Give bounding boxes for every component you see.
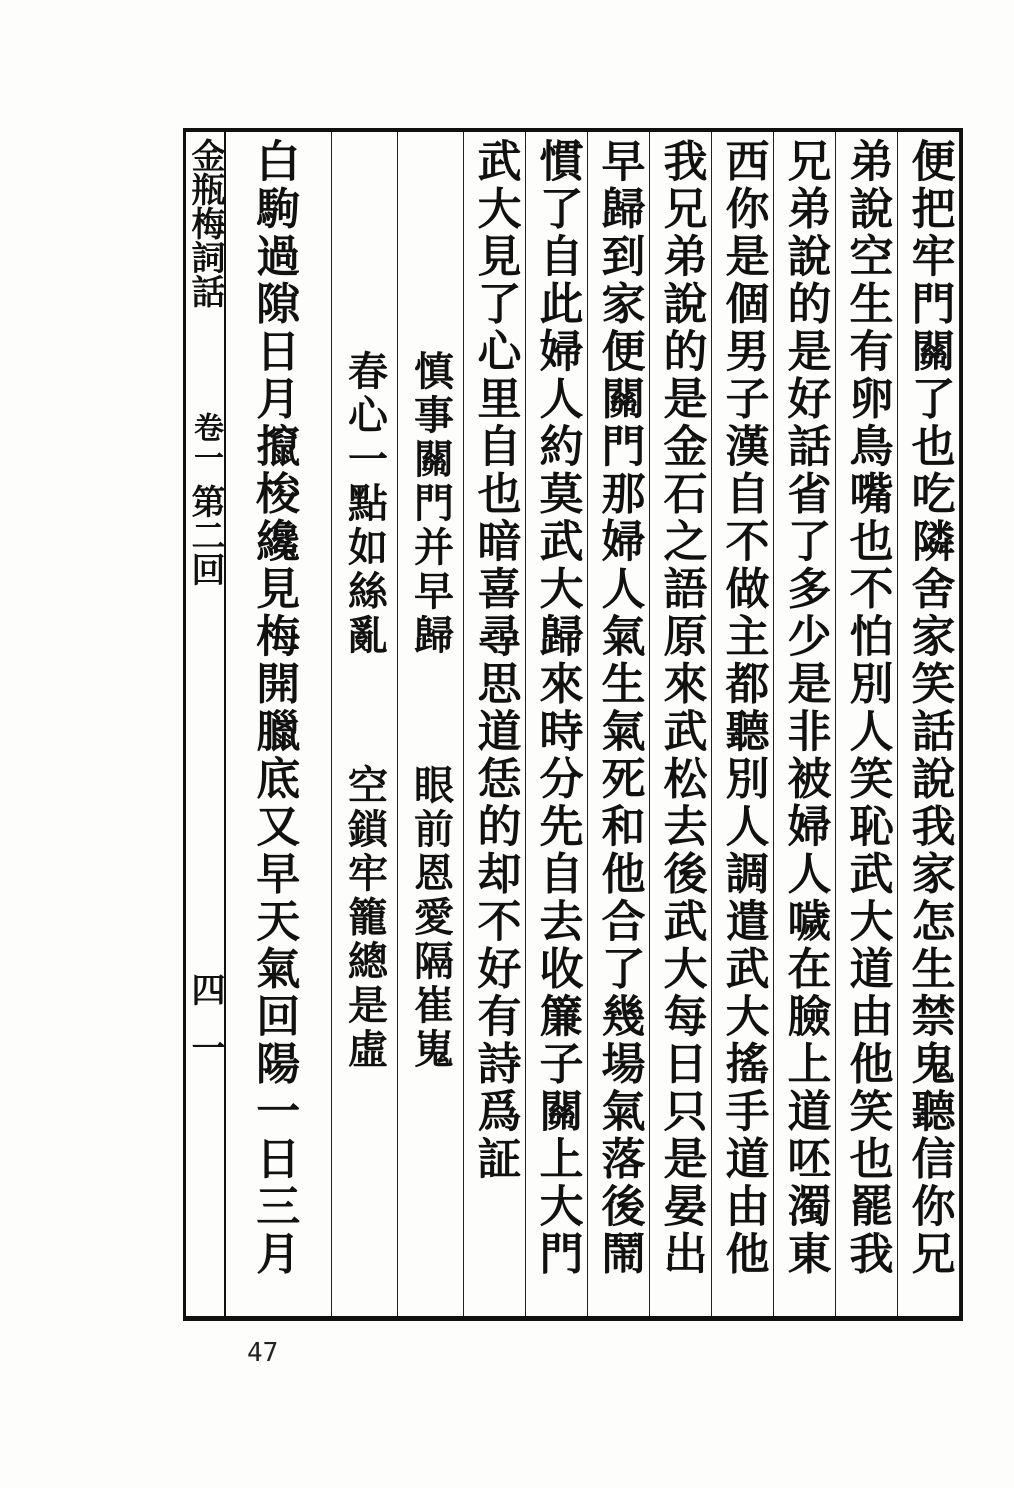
text-column-1 xyxy=(898,132,960,1316)
column-text: 我兄弟說的是金石之語原來武松去後武大每日只是晏出 xyxy=(655,138,707,1278)
column-text: 白駒過隙日月攛梭纔見梅開臘底又早天氣回陽一日三月 xyxy=(248,138,300,1278)
column-text: 武大見了心里自也暗喜尋思道恁的却不好有詩爲証 xyxy=(469,138,521,1183)
column-text: 早歸到家便關門那婦人氣生氣死和他合了幾場氣落後鬧 xyxy=(593,138,645,1278)
margin-column xyxy=(186,132,226,1316)
verse-line-top: 慎事關門并早歸 xyxy=(407,350,455,658)
text-column-4 xyxy=(712,132,774,1316)
page-number: 47 xyxy=(247,1338,279,1368)
text-frame xyxy=(183,128,963,1321)
verse-line-top: 春心一點如絲亂 xyxy=(341,350,389,658)
verse-line-bottom: 眼前恩愛隔崔嵬 xyxy=(407,764,455,1072)
verse-column-1 xyxy=(398,132,464,1316)
verse-column-2 xyxy=(332,132,398,1316)
text-column-6 xyxy=(588,132,650,1316)
text-column-5 xyxy=(650,132,712,1316)
volume-label: 卷一 xyxy=(188,412,223,472)
leaf-number: 四一 xyxy=(185,972,225,1088)
text-column-3 xyxy=(774,132,836,1316)
column-text: 西你是個男子漢自不做主都聽別人調遣武大搖手道由他 xyxy=(717,138,769,1278)
text-column-8 xyxy=(464,132,526,1316)
column-text: 兄弟說的是好話省了多少是非被婦人噦在臉上道呸濁東 xyxy=(779,138,831,1278)
chapter-label: 第二回 xyxy=(185,484,225,586)
text-column-7 xyxy=(526,132,588,1316)
text-column-2 xyxy=(836,132,898,1316)
column-text: 便把牢門關了也吃隣舍家笑話說我家怎生禁鬼聽信你兄 xyxy=(903,138,955,1278)
book-title: 金瓶梅詞話 xyxy=(185,138,225,308)
column-text: 弟說空生有卵鳥嘴也不怕別人笑恥武大道由他笑也罷我 xyxy=(841,138,893,1278)
verse-line-bottom: 空鎖牢籠總是虛 xyxy=(341,764,389,1072)
text-column-last xyxy=(224,132,332,1316)
column-text: 慣了自此婦人約莫武大歸來時分先自去收簾子關上大門 xyxy=(531,138,583,1278)
